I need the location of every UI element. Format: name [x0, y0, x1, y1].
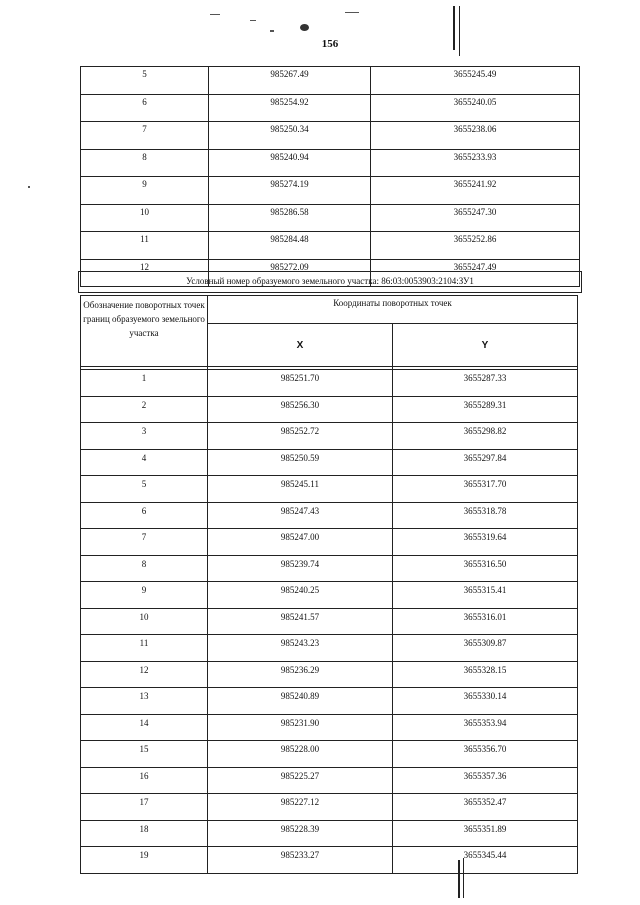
x-coordinate-cell: 985240.89: [208, 688, 393, 715]
y-coordinate-cell: 3655240.05: [371, 94, 580, 122]
table-row: [81, 741, 578, 768]
point-number-cell: 11: [81, 232, 209, 260]
y-coordinate-cell: 3655328.15: [393, 661, 578, 688]
point-number-cell: 2: [81, 396, 208, 423]
point-number-cell: 18: [81, 820, 208, 847]
coordinates-group-header: Координаты поворотных точек: [208, 296, 578, 324]
table-row: [81, 794, 578, 821]
scan-blot: [300, 24, 309, 31]
x-coordinate-cell: 985250.59: [208, 449, 393, 476]
y-coordinate-cell: 3655297.84: [393, 449, 578, 476]
y-coordinate-cell: 3655351.89: [393, 820, 578, 847]
x-coordinate-cell: 985256.30: [208, 396, 393, 423]
y-coordinate-cell: 3655319.64: [393, 529, 578, 556]
y-coordinate-cell: 3655245.49: [371, 67, 580, 95]
binding-mark: [453, 6, 455, 50]
point-number-cell: 15: [81, 741, 208, 768]
y-coordinate-cell: 3655233.93: [371, 149, 580, 177]
table-row: [81, 529, 578, 556]
table-row: [81, 847, 578, 874]
y-coordinate-cell: 3655252.86: [371, 232, 580, 260]
table-row: [81, 94, 580, 122]
y-coordinate-cell: 3655317.70: [393, 476, 578, 503]
point-number-cell: 6: [81, 94, 209, 122]
x-coordinate-cell: 985252.72: [208, 423, 393, 450]
y-coordinate-cell: 3655247.49: [371, 259, 580, 287]
point-number-cell: 5: [81, 476, 208, 503]
x-coordinate-cell: 985284.48: [209, 232, 371, 260]
x-coordinate-cell: 985247.00: [208, 529, 393, 556]
table-row: [81, 67, 580, 95]
table-row: [81, 820, 578, 847]
x-coordinate-cell: 985228.39: [208, 820, 393, 847]
point-number-cell: 13: [81, 688, 208, 715]
table-row: [81, 635, 578, 662]
scan-speck: [210, 14, 220, 15]
table-row: [81, 767, 578, 794]
point-number-cell: 6: [81, 502, 208, 529]
point-number-cell: 17: [81, 794, 208, 821]
x-coordinate-cell: 985251.70: [208, 370, 393, 397]
x-coordinate-cell: 985240.25: [208, 582, 393, 609]
y-coordinate-cell: 3655298.82: [393, 423, 578, 450]
table-row: [81, 177, 580, 205]
x-coordinate-cell: 985272.09: [209, 259, 371, 287]
point-number-cell: 4: [81, 449, 208, 476]
table-row: [81, 476, 578, 503]
y-coordinate-cell: 3655316.50: [393, 555, 578, 582]
table-row: [81, 661, 578, 688]
x-coordinate-cell: 985231.90: [208, 714, 393, 741]
x-coordinate-cell: 985227.12: [208, 794, 393, 821]
x-column-header: X: [208, 324, 393, 367]
point-number-cell: 12: [81, 661, 208, 688]
point-number-cell: 8: [81, 555, 208, 582]
x-coordinate-cell: 985228.00: [208, 741, 393, 768]
x-coordinate-cell: 985274.19: [209, 177, 371, 205]
x-coordinate-cell: 985267.49: [209, 67, 371, 95]
binding-mark: [459, 6, 460, 56]
x-coordinate-cell: 985250.34: [209, 122, 371, 150]
scan-speck: [270, 30, 274, 32]
table-row: [81, 449, 578, 476]
y-coordinate-cell: 3655309.87: [393, 635, 578, 662]
point-number-cell: 11: [81, 635, 208, 662]
point-number-cell: 14: [81, 714, 208, 741]
table-row: [81, 555, 578, 582]
point-number-cell: 10: [81, 608, 208, 635]
point-number-cell: 16: [81, 767, 208, 794]
point-number-cell: 7: [81, 529, 208, 556]
point-number-cell: 9: [81, 177, 209, 205]
point-number-cell: 8: [81, 149, 209, 177]
table-row: [81, 423, 578, 450]
y-coordinate-cell: 3655315.41: [393, 582, 578, 609]
y-coordinate-cell: 3655357.36: [393, 767, 578, 794]
table-row: [81, 582, 578, 609]
point-number-cell: 7: [81, 122, 209, 150]
point-number-cell: 1: [81, 370, 208, 397]
x-coordinate-cell: 985247.43: [208, 502, 393, 529]
point-number-cell: 12: [81, 259, 209, 287]
margin-dot: [28, 186, 30, 188]
table-row: [81, 204, 580, 232]
table-row: [81, 370, 578, 397]
table-row: [81, 714, 578, 741]
page-number: 156: [321, 38, 339, 50]
point-designation-header: Обозначение поворотных точек границ образуемого земельного участка: [81, 296, 208, 367]
table-row: [81, 232, 580, 260]
table-row: [81, 502, 578, 529]
table-row: [81, 396, 578, 423]
x-coordinate-cell: 985241.57: [208, 608, 393, 635]
y-coordinate-cell: 3655316.01: [393, 608, 578, 635]
scan-speck: [345, 12, 359, 13]
y-coordinate-cell: 3655238.06: [371, 122, 580, 150]
point-number-cell: 10: [81, 204, 209, 232]
x-coordinate-cell: 985239.74: [208, 555, 393, 582]
y-coordinate-cell: 3655352.47: [393, 794, 578, 821]
y-coordinate-cell: 3655289.31: [393, 396, 578, 423]
coordinates-table-continued: [80, 66, 580, 287]
land-plot-caption: Условный номер образуемого земельного участка: 86:03:0053903:2104:ЗУ1: [78, 271, 582, 293]
y-coordinate-cell: 3655353.94: [393, 714, 578, 741]
point-number-cell: 5: [81, 67, 209, 95]
x-coordinate-cell: 985233.27: [208, 847, 393, 874]
x-coordinate-cell: 985243.23: [208, 635, 393, 662]
x-coordinate-cell: 985245.11: [208, 476, 393, 503]
table-row: [81, 149, 580, 177]
scan-speck: [250, 20, 256, 21]
point-number-cell: 3: [81, 423, 208, 450]
x-coordinate-cell: 985240.94: [209, 149, 371, 177]
y-coordinate-cell: 3655356.70: [393, 741, 578, 768]
table-row: [81, 688, 578, 715]
x-coordinate-cell: 985236.29: [208, 661, 393, 688]
table-row: [81, 608, 578, 635]
x-coordinate-cell: 985286.58: [209, 204, 371, 232]
x-coordinate-cell: 985225.27: [208, 767, 393, 794]
y-coordinate-cell: 3655287.33: [393, 370, 578, 397]
x-coordinate-cell: 985254.92: [209, 94, 371, 122]
y-coordinate-cell: 3655241.92: [371, 177, 580, 205]
point-number-cell: 9: [81, 582, 208, 609]
y-column-header: Y: [393, 324, 578, 367]
y-coordinate-cell: 3655318.78: [393, 502, 578, 529]
coordinates-table: [80, 295, 578, 874]
point-number-cell: 19: [81, 847, 208, 874]
y-coordinate-cell: 3655330.14: [393, 688, 578, 715]
y-coordinate-cell: 3655247.30: [371, 204, 580, 232]
y-coordinate-cell: 3655345.44: [393, 847, 578, 874]
table-row: [81, 122, 580, 150]
